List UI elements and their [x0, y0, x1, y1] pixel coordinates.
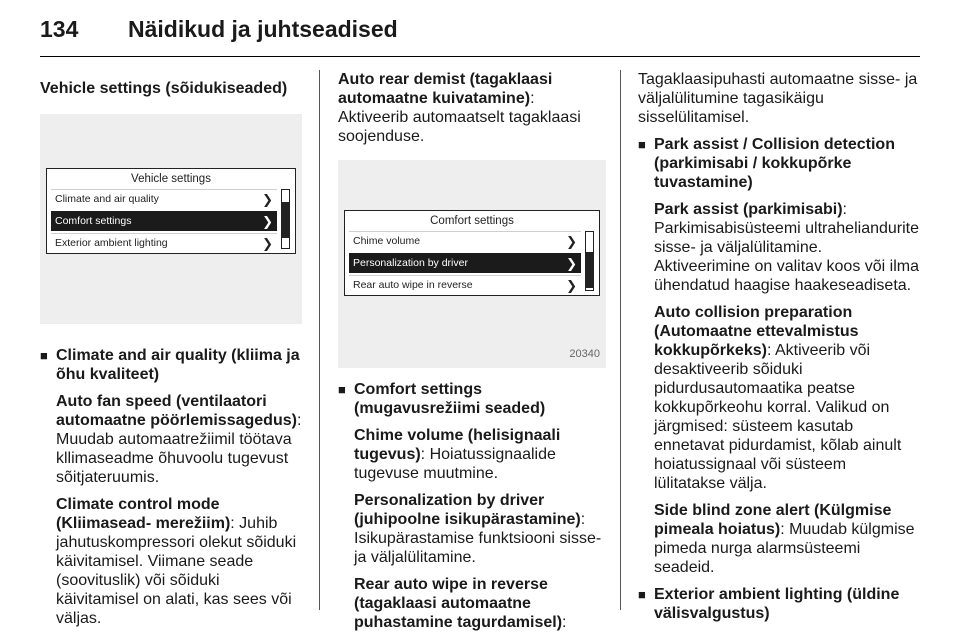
chevron-right-icon: ❯: [566, 256, 577, 271]
bullet-park-assist: [638, 135, 920, 577]
setting-description: [56, 495, 302, 628]
setting-text: : Hoiatussignaalide tugevuse muutmine.: [354, 446, 556, 482]
bullet-heading: Exterior ambient lighting (üldine välisvalgustus): [654, 586, 900, 622]
setting-term: Personalization by driver (juhipoolne isikupärastamine): [354, 492, 581, 528]
bullet-heading: Comfort settings (mugavusrežiimi seaded): [354, 381, 546, 417]
menu-item-label: Comfort settings: [55, 215, 132, 227]
square-bullet-icon: ■: [638, 137, 646, 152]
column-divider-1: [319, 70, 320, 610]
setting-term: Auto collision preparation (Automaatne ettevalmistus kokkupõrkeks): [654, 304, 859, 359]
setting-text: : Juhib jahutuskompressori olekut sõiduki käivitamisel. Viimane seade (soovituslik) või sõiduki käivitamisel on alati, kas sees või väljas.: [56, 515, 297, 627]
setting-term: Side blind zone alert (Külgmise pimeala hoiatus): [654, 502, 892, 538]
menu-item-label: Personalization by driver: [353, 257, 468, 269]
setting-text: : Parkimisabisüsteemi ultraheliandurite sisse- ja väljalülitamine. Aktiveerimine on valitav koos või ilma ühendatud haagise haakeseadiseta.: [654, 201, 920, 294]
vehicle-settings-panel: [46, 168, 296, 254]
column-1: [40, 70, 302, 636]
setting-description: [56, 392, 302, 487]
square-bullet-icon: ■: [338, 382, 346, 397]
setting-description: [654, 200, 920, 295]
scrollbar: [281, 189, 290, 249]
menu-item-label: Exterior ambient lighting: [55, 237, 168, 249]
chevron-right-icon: ❯: [262, 214, 273, 229]
chevron-right-icon: ❯: [566, 234, 577, 249]
bullet-exterior-lighting: [638, 585, 920, 623]
page-number: 134: [40, 16, 79, 42]
menu-item-label: Chime volume: [353, 235, 421, 247]
menu-item-climate: [51, 189, 277, 209]
chevron-right-icon: ❯: [262, 192, 273, 207]
setting-text: :: [562, 614, 567, 631]
comfort-settings-panel: [344, 210, 600, 296]
setting-term: Rear auto wipe in reverse (tagaklaasi automaatne puhastamine tagurdamisel): [354, 576, 563, 631]
page-title: Näidikud ja juhtseadised: [128, 16, 398, 42]
continuation-text: Tagaklaasipuhasti automaatne sisse- ja väljalülitumine tagasikäigu sisselülitamisel.: [638, 71, 918, 126]
setting-text: : Isikupärastamise funktsiooni sisse- ja väljalülitamine.: [354, 511, 602, 566]
bullet-heading: Climate and air quality (kliima ja õhu kvaliteet): [56, 347, 300, 383]
setting-description: [354, 426, 606, 483]
panel-title: Comfort settings: [430, 215, 514, 227]
menu-item-rear-wipe: [349, 275, 581, 295]
setting-text: : Aktiveerib või desaktiveerib sõiduki pidurdusautomaatika peatse kokkupõrkeohu korral. Valikud on järgmised: süsteem kasutab ennetavat pidurdamist, kõlab ainult hoiatussignaal või süsteem lülitatakse välja.: [654, 342, 902, 492]
setting-description: [654, 303, 920, 493]
menu-item-chime: [349, 231, 581, 251]
figure-number: 20340: [569, 348, 600, 360]
bullet-comfort: [338, 380, 606, 632]
chevron-right-icon: ❯: [262, 236, 273, 251]
scroll-thumb: [586, 252, 593, 288]
comfort-settings-screenshot: [338, 160, 606, 368]
menu-item-personalization: [349, 253, 581, 273]
vehicle-settings-screenshot: [40, 114, 302, 324]
bullet-heading: Park assist / Collision detection (parkimisabi / kokkupõrke tuvastamine): [654, 136, 895, 191]
menu-item-comfort: [51, 211, 277, 231]
column-divider-2: [620, 70, 621, 610]
setting-description: [654, 501, 920, 577]
setting-term: Park assist (parkimisabi): [654, 201, 843, 218]
bullet-climate: [40, 346, 302, 628]
menu-item-label: Climate and air quality: [55, 193, 159, 205]
page-header: [40, 16, 398, 48]
setting-text: : Muudab külgmise pimeda nurga alarmsüsteemi seadeid.: [654, 521, 915, 576]
setting-description: [354, 575, 606, 632]
column-2: [338, 70, 606, 640]
column-3: [638, 70, 920, 631]
square-bullet-icon: ■: [40, 348, 48, 363]
setting-term: Auto rear demist (tagaklaasi automaatne kuivatamine): [338, 71, 553, 107]
setting-text: : Aktiveerib automaatselt tagaklaasi soojenduse.: [338, 90, 581, 145]
square-bullet-icon: ■: [638, 587, 646, 602]
setting-text: : Muudab automaatrežiimil töötava kllimaseadme õhuvoolu tugevust sõitjateruumis.: [56, 412, 302, 486]
menu-item-exterior: [51, 233, 277, 253]
setting-description: [354, 491, 606, 567]
scroll-thumb: [282, 202, 289, 238]
scrollbar: [585, 231, 594, 291]
setting-term: Auto fan speed (ventilaatori automaatne pöörlemissagedus): [56, 393, 297, 429]
setting-term: Chime volume (helisignaali tugevus): [354, 427, 561, 463]
chevron-right-icon: ❯: [566, 278, 577, 293]
panel-title: Vehicle settings: [131, 173, 211, 185]
section-heading: Vehicle settings (sõidukiseaded): [40, 80, 288, 97]
header-rule: [40, 56, 920, 57]
setting-term: Climate control mode (Kliimasead- merežiim): [56, 496, 231, 532]
menu-item-label: Rear auto wipe in reverse: [353, 279, 473, 291]
setting-description: [338, 70, 606, 146]
